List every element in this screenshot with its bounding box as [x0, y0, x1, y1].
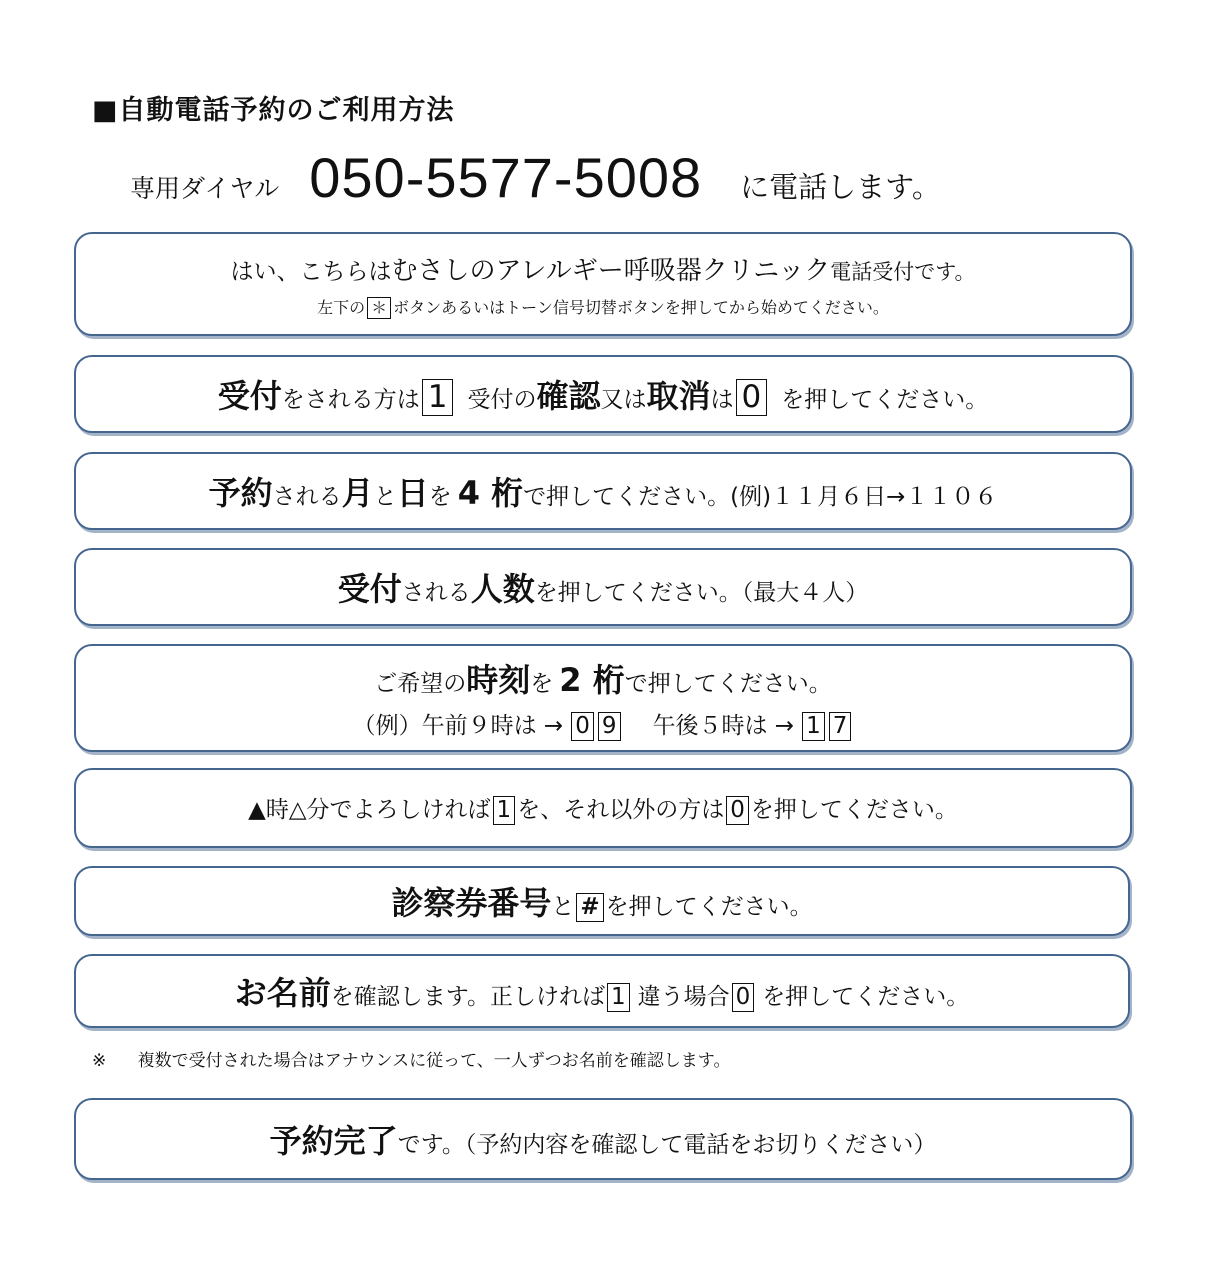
- time-text-1: ご希望の: [374, 671, 467, 697]
- note-mark: ※: [92, 1051, 107, 1071]
- reception-label-2: 受付: [337, 570, 402, 608]
- card-text-2: を押してください。: [605, 894, 813, 920]
- key-1: 1: [493, 796, 516, 825]
- time-text-3: で押してください。: [624, 671, 832, 697]
- people-text-1: される: [401, 580, 471, 606]
- reception-label: 受付: [217, 377, 282, 415]
- press-text: を押してください。: [781, 387, 989, 413]
- key-1: 1: [607, 983, 630, 1012]
- reception-text-2: 受付の: [467, 387, 537, 413]
- step-people: [74, 548, 1132, 626]
- step-greeting: [74, 232, 1132, 336]
- key-0: 0: [726, 796, 749, 825]
- name-text-3: を押してください。: [762, 984, 970, 1010]
- instruction-post: ボタンあるいはトーン信号切替ボタンを押してから始めてください。: [393, 297, 889, 317]
- step-complete: [74, 1098, 1132, 1180]
- key-9: 9: [598, 712, 621, 741]
- phone-line: [130, 145, 941, 210]
- clinic-name: むさしのアレルギー呼吸器クリニック: [391, 255, 831, 286]
- confirm-label: 確認: [536, 377, 601, 415]
- card-text-1: と: [551, 894, 575, 920]
- name-text-2: 違う場合: [637, 984, 730, 1010]
- name-label: お名前: [234, 974, 331, 1012]
- step-time-confirm: [74, 768, 1132, 848]
- date-text-2: と: [373, 484, 397, 510]
- note-text: 複数で受付された場合はアナウンスに従って、一人ずつお名前を確認します。: [137, 1051, 731, 1071]
- instruction-pre: 左下の: [317, 297, 366, 317]
- key-1: 1: [422, 379, 454, 416]
- date-text-1: される: [272, 484, 342, 510]
- step-time: [74, 644, 1132, 752]
- key-1: 1: [802, 712, 825, 741]
- month-label: 月: [341, 474, 374, 512]
- name-text-1: を確認します。正しければ: [330, 984, 605, 1010]
- card-number-label: 診察券番号: [391, 884, 552, 922]
- date-example: で押してください。(例)１１月６日→１１０６: [523, 484, 998, 510]
- time-confirm-text-3: を押してください。: [750, 797, 958, 823]
- people-count-label: 人数: [470, 570, 535, 608]
- phone-suffix: に電話します。: [740, 170, 941, 204]
- step-reception: [74, 355, 1132, 433]
- time-confirm-text-1: ▲時△分でよろしければ: [248, 797, 491, 823]
- reservation-label: 予約: [208, 474, 273, 512]
- complete-text: です。（予約内容を確認して電話をお切りください）: [397, 1132, 937, 1158]
- page-title: ■自動電話予約のご利用方法: [92, 95, 455, 126]
- people-text-2: を押してください。（最大４人）: [534, 580, 869, 606]
- phone-number: 050-5577-5008: [309, 146, 703, 209]
- ha-text: は: [710, 387, 734, 413]
- date-text-3: を: [428, 484, 452, 510]
- complete-label: 予約完了: [269, 1122, 398, 1160]
- four-digit-label: 4 桁: [457, 474, 524, 512]
- key-0: 0: [571, 712, 594, 741]
- key-0: 0: [732, 983, 755, 1012]
- asterisk-key: ＊: [367, 297, 391, 319]
- time-example-pm: 午後５時は →: [652, 713, 795, 739]
- cancel-label: 取消: [646, 377, 711, 415]
- step-card-number: [74, 866, 1130, 936]
- hash-key: #: [576, 893, 603, 922]
- greeting-post: 電話受付です。: [830, 259, 976, 284]
- or-text: 又は: [600, 387, 647, 413]
- time-text-2: を: [530, 671, 554, 697]
- day-label: 日: [396, 474, 429, 512]
- step-date: [74, 452, 1132, 530]
- time-example-am: （例）午前９時は →: [352, 713, 564, 739]
- phone-prefix: 専用ダイヤル: [130, 174, 280, 203]
- time-label: 時刻: [466, 661, 531, 699]
- time-confirm-text-2: を、それ以外の方は: [517, 797, 725, 823]
- two-digit-label: 2 桁: [559, 661, 625, 699]
- greeting-pre: はい、こちらは: [230, 258, 392, 285]
- key-0: 0: [736, 379, 768, 416]
- note: [92, 1046, 730, 1071]
- reception-text: をされる方は: [281, 387, 420, 413]
- key-7: 7: [829, 712, 852, 741]
- step-name-confirm: [74, 954, 1130, 1028]
